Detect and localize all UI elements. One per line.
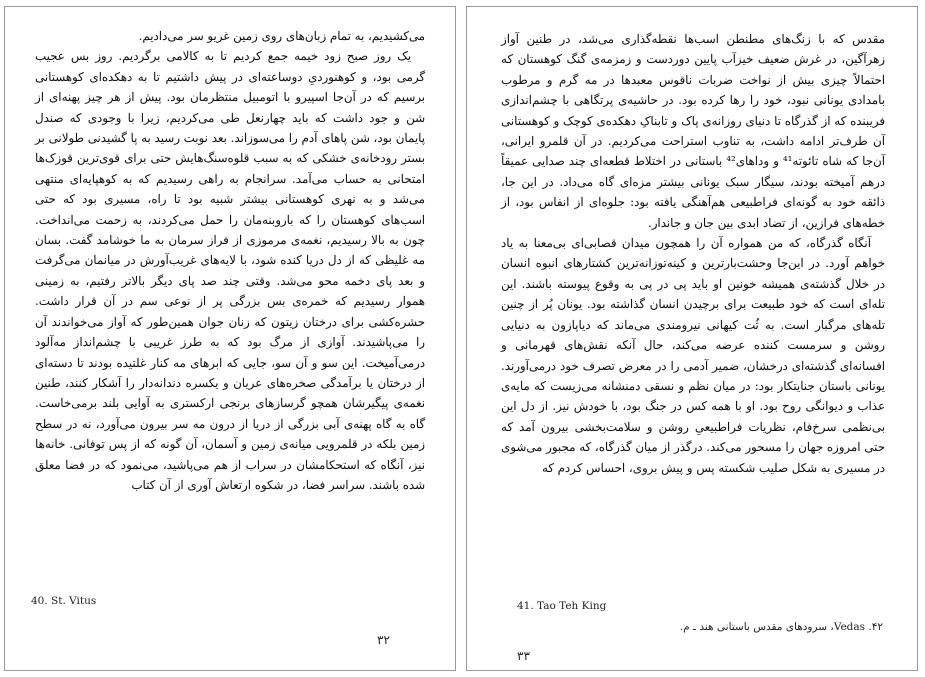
left-page xyxy=(4,6,456,671)
right-footnote-41: 41. Tao Teh King xyxy=(517,600,607,612)
right-paragraph-1: مقدس که با زنگ‌های مطنطن اسب‌ها نقطه‌گذاری می‌شد، در طنین آواز زهرآگین، در غرش ضعیف خیزآب پایین دوردست و زمزمه‌ی گنگ کوهستان که احتمالاً چیزی بیش از نواخت ضربات ناقوس معبدها در مه گرم و مرطوب بامدادی یونانی نبود، خود را رها کرده بود. در حاشیه‌ی پرتگاهی با چشم‌اندازی فریبنده که از گذرگاه تا دنیای روزانه‌ی پاک و تابناکِ دهکده‌ی کوچک و کوهستانی آن طرف‌تر ادامه داشت، به تناوب استراحت می‌کردیم. در آن قلمرو ایرانی، آن‌جا که شاه تائوته⁴¹ و وداهای⁴² باستانی در اختلاط قطعه‌ای چند صدایی عمیقاً درهم آمیخته بودند، سیگار سبک یونانی بیشتر مزه‌ای گاه می‌داد. در این جا، ذائقه خود به گونه‌ای فراطبیعی هم‌آهنگی یافته بود: جلوه‌ای از انفاس بود، از خطه‌های فرازین، از تضاد ابدی بین جان و جاندار. xyxy=(501,32,885,230)
right-footnote-42: ۴۲. Vedas، سرودهای مقدس باستانی هند ـ م. xyxy=(679,621,883,633)
right-paragraph-2: آنگاه گذرگاه، که من همواره آن را همچون میدان قصابی‌ای بی‌معنا به یاد خواهم آورد. در این‌جا وحشت‌بارترین و کینه‌توزانه‌ترین کشتارهای انبوه انسان در خلال گذشته‌ی همیشه خونین او باید پی در پی به وقوع پیوسته باشند. این تله‌ای است که خود طبیعت برای برچیدن انسان گذاشته بود. یونان پُر از چنین تله‌های مرگبار است. به ثُت کیهانی نیرومندی می‌ماند که دیاپازون به دنیایی روشن و سرمست کننده عرضه می‌کند، حال آنکه نقش‌های قهرمانی و افسانه‌ای گذشته‌ای درخشان، ضمیر آدمی را در معرض تصرف خود درمی‌آورند. یونانی باستان جنایتکار بود: در میان نظم و نسقی دمنشانه می‌زیست که مایه‌ی عذاب و دیوانگی روح بود. او با همه کس در جنگ بود، با خودش نیز. از دل این بی‌نظمی سرخ‌فام، نظریات فراطبیعیِ روشن و سلامت‌بخشی بیرون آمد که حتی امروزه جهان را مسحور می‌کند. درگذر از میان گذرگاه، که مجبور می‌شوی در مسیری به شکل صلیب شکسته پس و پیش بروی، احساس کردم که xyxy=(501,236,885,475)
left-paragraph-1: می‌کشیدیم، به تمام زبان‌های روی زمین غریو سر می‌دادیم. xyxy=(138,29,425,43)
left-paragraph-2: یک روز صبح زود خیمه جمع کردیم تا به کالامی برگردیم. روز بس عجیب گرمی بود، و کوهنوردیِ دوساعته‌ای در پیش داشتیم تا به دهکده‌ای کوهستانی برسیم که در آن‌جا اسپیرو با اتومبیل منتظرمان بود. پیش از هر چیز پهنه‌ای از شن و جود داشت که باید چهارنعل طی می‌کردیم، زیرا با وجودی که صندل پایمان بود، شن پاهای آدم را می‌سوزاند. بعد نوبت رسید به پا گشیدنی طولانی بر بستر رودخانه‌ی خشکی که به سبب قلوه‌سنگ‌هایش حتی برای قوی‌ترین قوزک‌ها امتحانی به حساب می‌آمد. سرانجام به راهی رسیدیم که به کوهپایه‌ای منتهی می‌شد و به نهری کوهستانی بیشتر شبیه بود تا راه، مسیری بود که حتی اسب‌های کوهستان را که بارو‌بنه‌مان را حمل می‌کردند، به زحمت می‌انداخت. چون به بالا رسیدیم، نغمه‌ی مرموزی از فراز سرمان به ما خوشامد گفت. بسان مه غلیظی که از دل دریا کنده شود، با لایه‌های غریب‌آورش در میانمان می‌گرفت و بعد پای دخمه محو می‌شد. وقتی چند صد پای دیگر بالاتر رفتیم، به زمینی هموار رسیدیم که خمره‌ی بس بزرگی پر از نوعی سم در آن قرار داشت. حشره‌کشی برای درختان زیتون که زنان جوان همین‌طور که آواز می‌خواندند آن را می‌پاشیدند. آوازی از مرگ بود که به طرز غریبی با چشم‌انداز مه‌آلود درمی‌آمیخت. این سو و آن سو، جایی که ابرهای مه کنار غلتیده بودند تا دسته‌ای از درختان یا برآمدگی صخره‌های عریان و یکسره دندانه‌دار را آشکار کنند، طنین نغمه‌ی پیگیرشان همچو گرسازهای برنجی ارکستری به آوایی بلند برمی‌خاست. گاه به گاه پهنه‌ی آبی بزرگی از دریا از درون مه سر بیرون می‌آورد، نه در سطح زمین بلکه در قلمرویی میانه‌ی زمین و آسمان، آن گونه که از پس توفانی. خانه‌ها نیز، آنگاه که استحکامشان در سراب از هم می‌پاشید، می‌نمود که در فضا معلق شده باشند. سراسر فضا، در شکوه ارتعاش آوری از آن کتاب xyxy=(35,49,425,492)
right-page xyxy=(466,6,918,671)
left-page-number: ۳۲ xyxy=(377,633,390,647)
right-page-body xyxy=(501,29,885,478)
left-page-body xyxy=(35,26,425,495)
right-page-number: ۳۳ xyxy=(517,649,530,663)
left-footnote: 40. St. Vitus xyxy=(31,595,97,607)
